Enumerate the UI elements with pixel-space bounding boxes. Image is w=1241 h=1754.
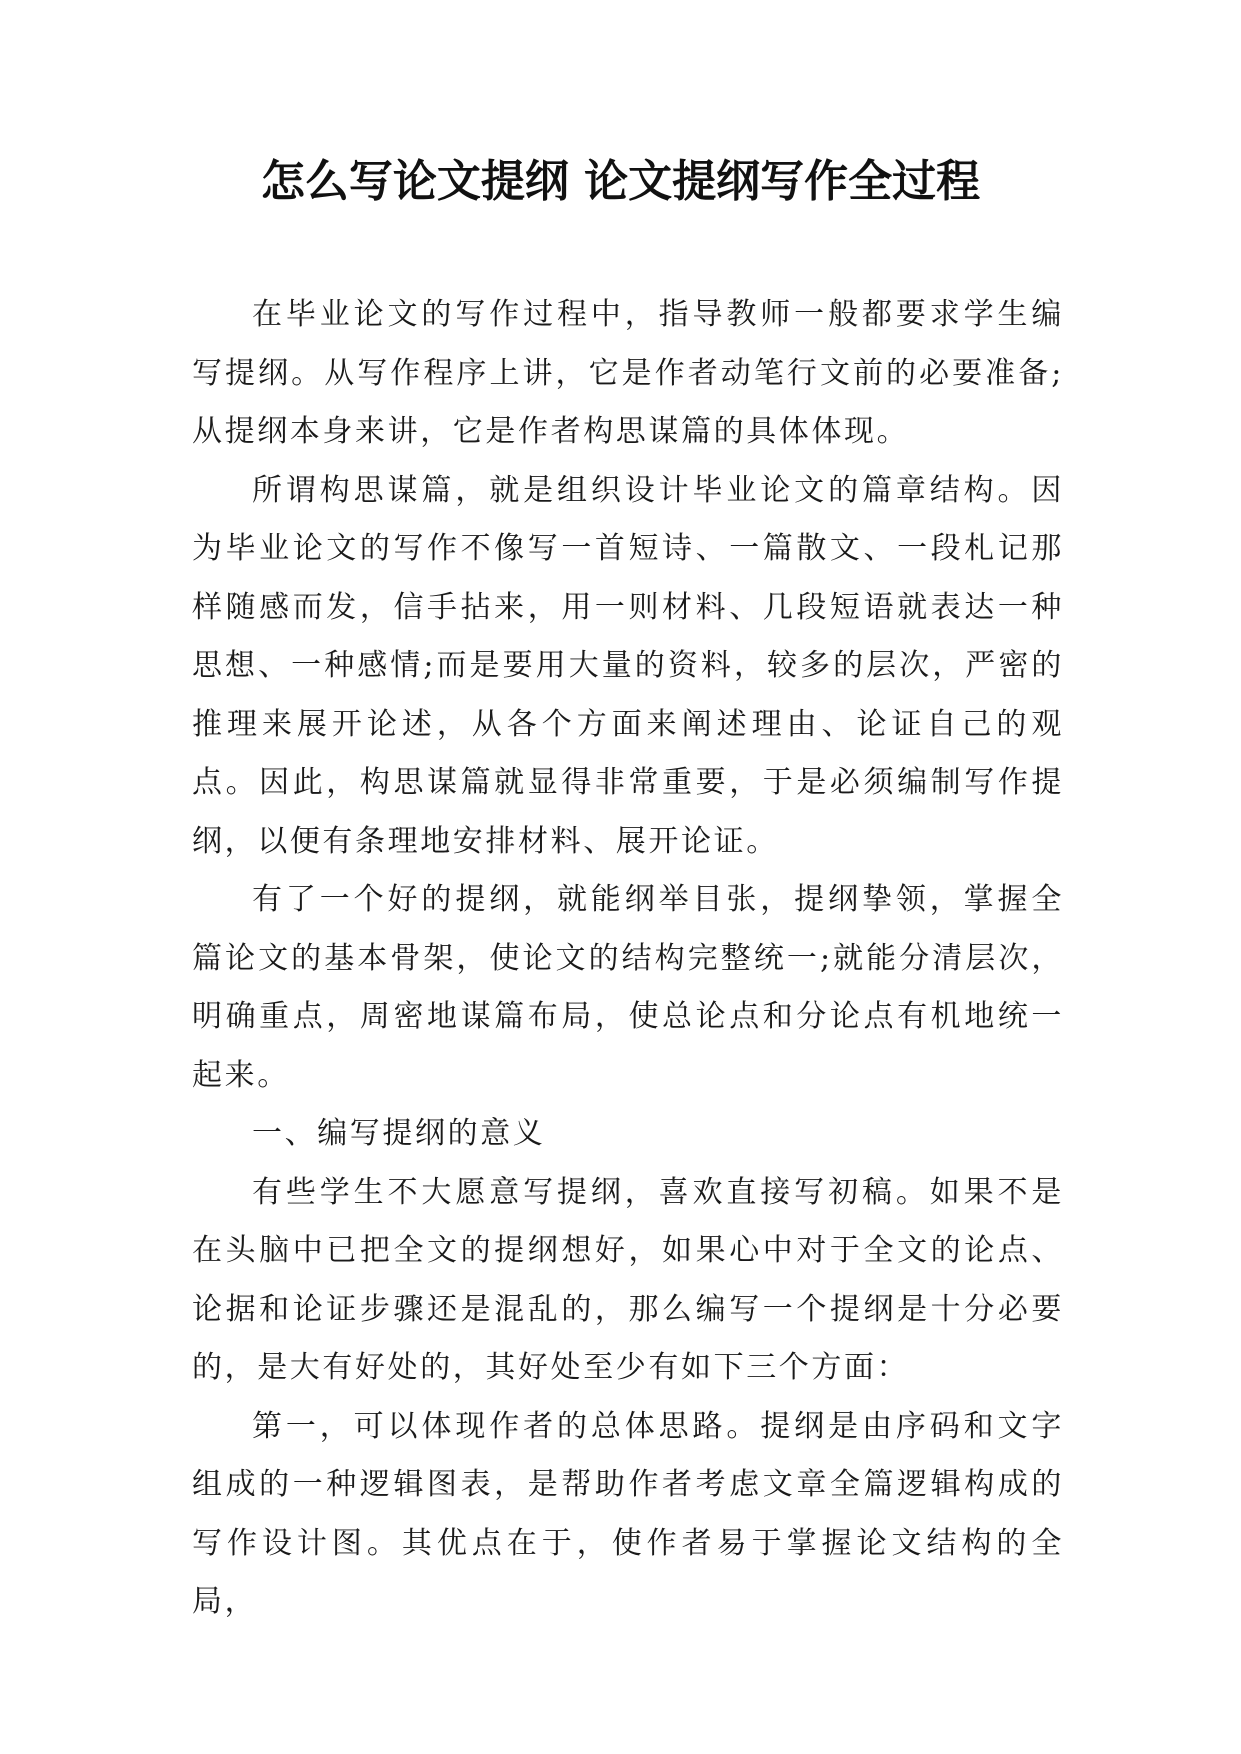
paragraph-first-point: 第一，可以体现作者的总体思路。提纲是由序码和文字组成的一种逻辑图表，是帮助作者考虑文章全篇逻辑构成的写作设计图。其优点在于，使作者易于掌握论文结构的全局， [192, 1408, 1064, 1619]
section-heading: 一、编写提纲的意义 [252, 1116, 546, 1151]
document-title: 怎么写论文提纲 论文提纲写作全过程 [260, 156, 981, 207]
paragraph-necessity: 有些学生不大愿意写提纲，喜欢直接写初稿。如果不是在头脑中已把全文的提纲想好，如果心中对于全文的论点、论据和论证步骤还是混乱的，那么编写一个提纲是十分必要的，是大有好处的，其好处至少有如下三个方面： [192, 1174, 1064, 1385]
paragraph-intro: 在毕业论文的写作过程中，指导教师一般都要求学生编写提纲。从写作程序上讲，它是作者动笔行文前的必要准备;从提纲本身来讲，它是作者构思谋篇的具体体现。 [192, 297, 1064, 449]
paragraph-benefits: 有了一个好的提纲，就能纲举目张，提纲挚领，掌握全篇论文的基本骨架，使论文的结构完整统一;就能分清层次，明确重点，周密地谋篇布局，使总论点和分论点有机地统一起来。 [192, 882, 1064, 1093]
document-body [192, 286, 1064, 1632]
paragraph-structure: 所谓构思谋篇，就是组织设计毕业论文的篇章结构。因为毕业论文的写作不像写一首短诗、一篇散文、一段札记那样随感而发，信手拈来，用一则材料、几段短语就表达一种思想、一种感情;而是要用大量的资料，较多的层次，严密的推理来展开论述，从各个方面来阐述理由、论证自己的观点。因此，构思谋篇就显得非常重要，于是必须编制写作提纲，以便有条理地安排材料、展开论证。 [192, 472, 1064, 859]
